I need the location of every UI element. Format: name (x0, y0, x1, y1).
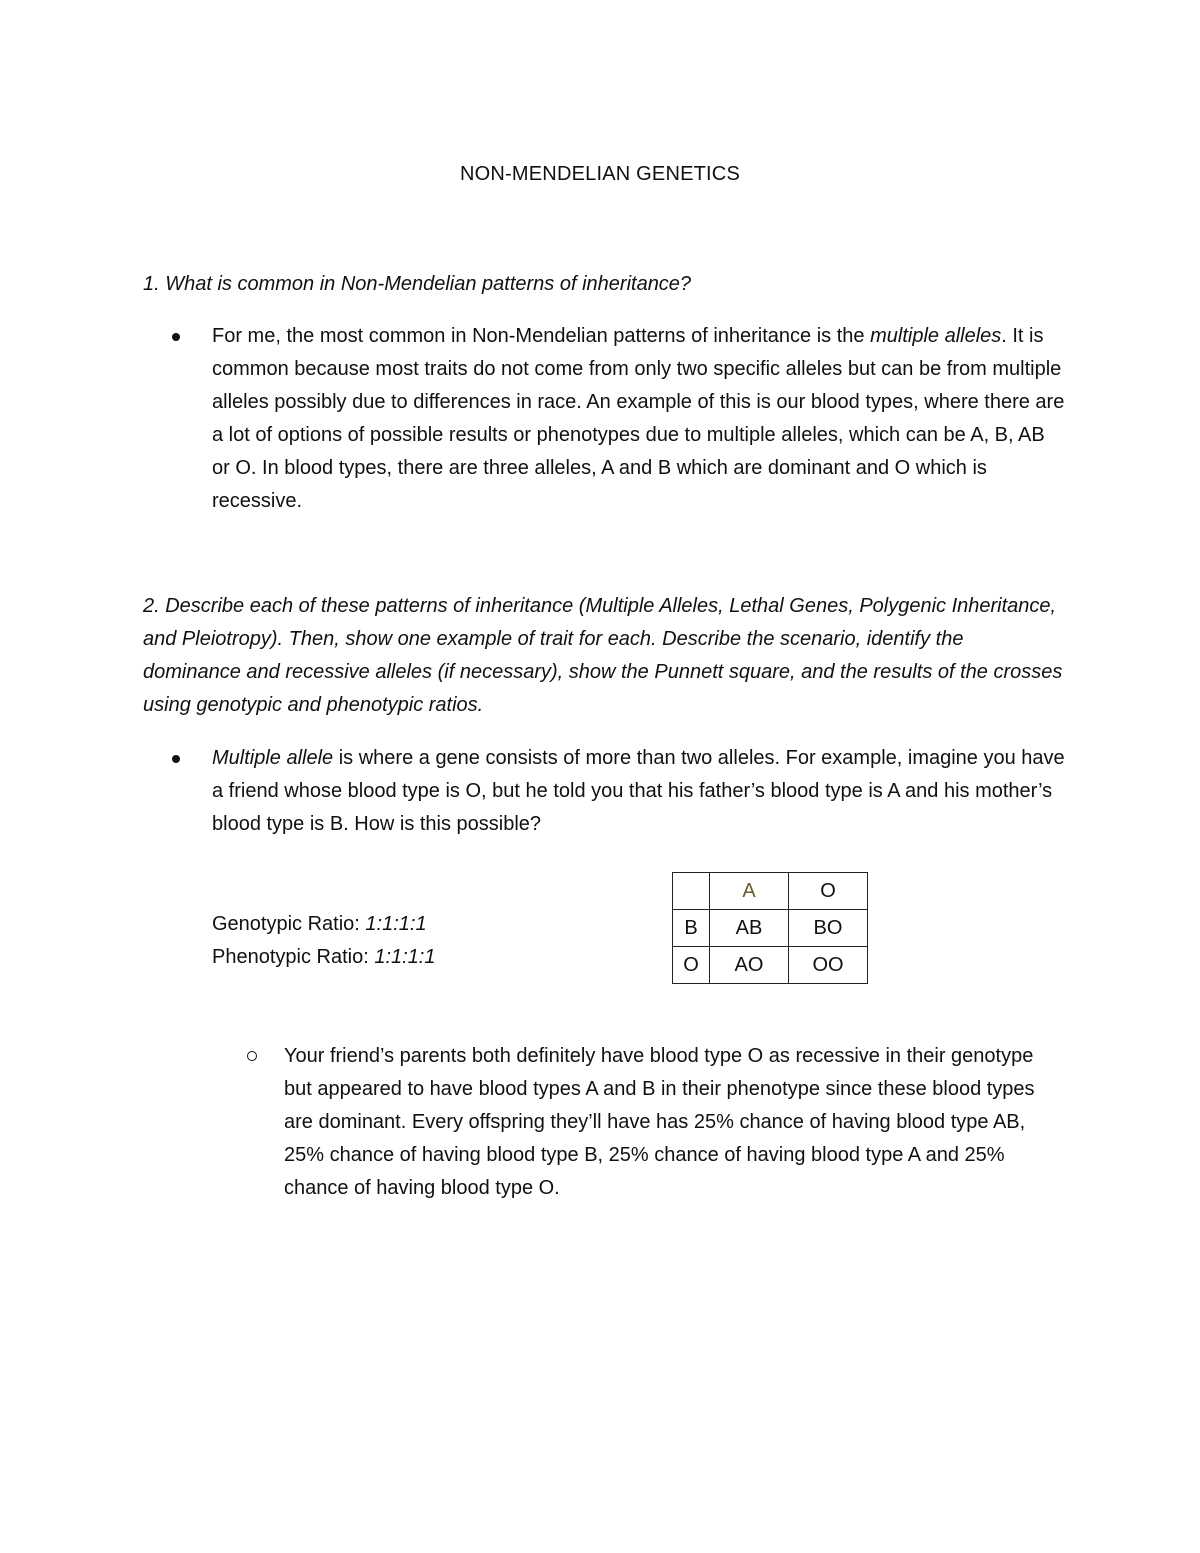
punnett-header-row (673, 873, 868, 910)
page-title: NON-MENDELIAN GENETICS (460, 163, 740, 185)
question-1: 1. What is common in Non-Mendelian patterns of inheritance? (143, 273, 692, 295)
answer-2-text: is where a gene consists of more than two alleles. For example, imagine you have a friend whose blood type is O, but he told you that his father’s blood type is A and his mother’s blood type is B. How is this possible? (212, 747, 1065, 835)
bullet-icon (172, 333, 180, 341)
punnett-square (672, 872, 868, 984)
punnett-cell: OO (789, 947, 868, 984)
answer-2-emphasis: Multiple allele (212, 747, 334, 769)
punnett-cell: BO (789, 910, 868, 947)
genotypic-ratio-value: 1:1:1:1 (365, 913, 427, 935)
punnett-row (673, 947, 868, 984)
answer-1-text-part2: . It is common because most traits do not come from only two specific alleles but can be from multiple alleles possibly due to differences in race. An example of this is our blood types, where there are a lot of options of possible results or phenotypes due to multiple alleles, which can be A, B, AB or O. In blood types, there are three alleles, A and B which are dominant and O which is recessive. (212, 325, 1065, 512)
phenotypic-ratio (212, 941, 436, 974)
circle-bullet-icon (247, 1051, 257, 1061)
punnett-cell: AO (710, 947, 789, 984)
punnett-row-header: B (673, 910, 710, 947)
answer-1-text-part1: For me, the most common in Non-Mendelian patterns of inheritance is the (212, 325, 871, 347)
punnett-row-header: O (673, 947, 710, 984)
punnett-cell: AB (710, 910, 789, 947)
answer-1-emphasis: multiple alleles (870, 325, 1002, 347)
genotypic-ratio (212, 908, 436, 941)
phenotypic-ratio-label: Phenotypic Ratio: (212, 946, 375, 968)
bullet-icon (172, 755, 180, 763)
answer-2-bullet (212, 742, 1067, 841)
genotypic-ratio-label: Genotypic Ratio: (212, 913, 366, 935)
sub-answer-text: Your friend’s parents both definitely have blood type O as recessive in their genotype but appeared to have blood types A and B in their phenotype since these blood types are dominant. Every offspring they’ll have has 25% chance of having blood type AB, 25% chance of having blood type B, 25% chance of having blood type A and 25% chance of having blood type O. (284, 1045, 1035, 1199)
phenotypic-ratio-value: 1:1:1:1 (374, 946, 436, 968)
punnett-row (673, 910, 868, 947)
punnett-col-header: O (789, 873, 868, 910)
punnett-col-header: A (710, 873, 789, 910)
ratios-block (212, 908, 436, 974)
sub-answer-bullet (284, 1040, 1064, 1205)
question-2: 2. Describe each of these patterns of inheritance (Multiple Alleles, Lethal Genes, Polygenic Inheritance, and Pleiotropy). Then, show one example of trait for each. Describe the scenario, identify the dominance and recessive alleles (if necessary), show the Punnett square, and the results of the crosses using genotypic and phenotypic ratios. (143, 595, 1063, 716)
punnett-corner-cell (673, 873, 710, 910)
answer-1-bullet (212, 320, 1067, 518)
